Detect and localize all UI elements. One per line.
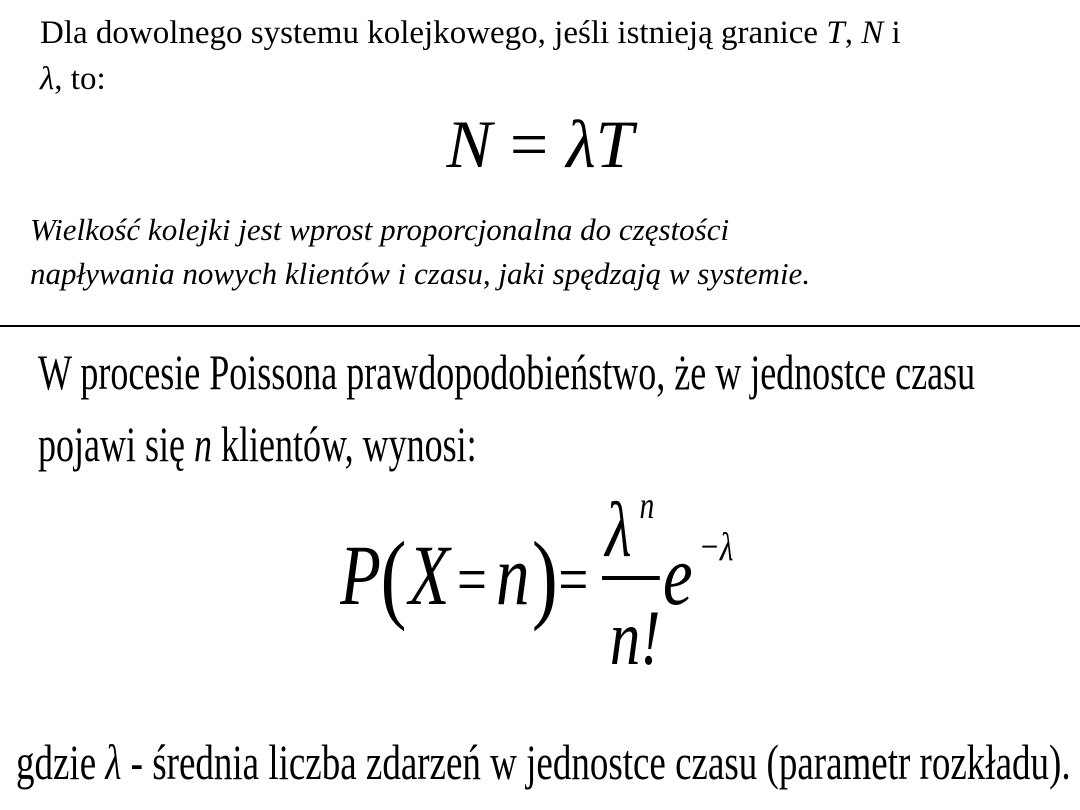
var-N: N	[861, 15, 884, 51]
poisson-formula-svg	[340, 486, 760, 686]
formula-eq-1: =	[457, 542, 487, 618]
law-description-line-1: Wielkość kolejki jest wprost proporcjonalna do częstości	[30, 212, 730, 247]
formula-open-paren: (	[380, 521, 407, 633]
intro-text: Dla dowolnego systemu kolejkowego, jeśli istnieją granice	[40, 15, 827, 51]
intro-comma: ,	[844, 15, 862, 51]
formula-equals: =	[509, 106, 549, 182]
lambda-definition-before: gdzie	[16, 734, 106, 790]
formula-eq-2: =	[558, 542, 589, 618]
lambda-definition	[16, 726, 1080, 798]
poisson-formula	[340, 486, 760, 686]
lambda-definition-after: - średnia liczba zdarzeń w jednostce czasu (parametr rozkładu).	[121, 734, 1071, 790]
formula-n: n	[496, 527, 530, 623]
poisson-intro-line-2-after: klientów, wynosi:	[211, 416, 477, 472]
formula-lhs: N	[446, 106, 492, 182]
formula-rhs: λT	[566, 106, 634, 182]
poisson-intro-line-1: W procesie Poissona prawdopodobieństwo, że w jednostce czasu	[38, 344, 976, 400]
formula-numerator-exponent: n	[639, 486, 655, 527]
formula-numerator-lambda: λ	[605, 487, 632, 574]
formula-P: P	[340, 527, 381, 623]
var-T: T	[826, 15, 845, 51]
lambda-definition-line	[16, 726, 1071, 798]
formula-close-paren: )	[531, 521, 558, 633]
lambda-definition-var: λ	[105, 734, 122, 790]
intro-and: i	[883, 15, 901, 51]
law-description	[30, 208, 1070, 296]
formula-denominator: n!	[609, 595, 661, 682]
section-divider	[0, 325, 1080, 327]
formula-e: e	[662, 527, 693, 623]
poisson-intro-line-2-before: pojawi się	[38, 416, 194, 472]
intro-paragraph	[40, 10, 1060, 102]
law-description-line-2: napływania nowych klientów i czasu, jaki spędzają w systemie.	[30, 256, 811, 291]
littles-law-formula	[0, 104, 1080, 184]
poisson-intro-line-2	[38, 408, 477, 480]
formula-exponent: −λ	[698, 524, 734, 569]
var-lambda: λ	[40, 61, 55, 97]
intro-tail: , to:	[54, 61, 106, 97]
poisson-intro	[38, 336, 1080, 480]
var-n: n	[193, 416, 212, 472]
formula-X: X	[408, 527, 450, 623]
